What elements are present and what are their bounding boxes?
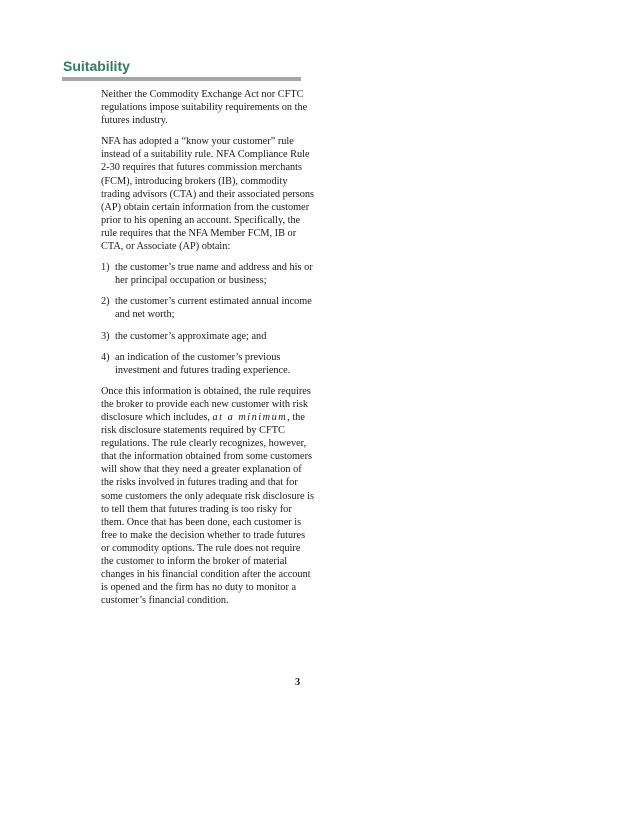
list-item-number: 3) (101, 330, 110, 342)
list-item-text: the customer’s current estimated annual income and net worth; (115, 296, 312, 321)
list-item-text: an indication of the customer’s previous investment and futures trading experience. (115, 351, 291, 376)
heading-underline (62, 77, 301, 81)
list-item-text: the customer’s approximate age; and (115, 330, 267, 342)
list-item-number: 4) (101, 351, 110, 363)
risk-disclosure-text-end: , the risk disclosure statements required by CFTC regulations. The rule clearly recognizes, however, that the information obtained from some customers will show that they need a greater explanation of the risks involved in futures trading and that for some customers the only adequate risk disclosure is to tell them that futures trading is too risky for them. Once that has been done, each customer is free to make the decision whether to trade futures or commodity options. The rule does not require the customer to inform the broker of material changes in his financial condition after the account is opened and the firm has no duty to monitor a customer’s financial condition. (101, 411, 315, 607)
list-item-number: 2) (101, 296, 110, 308)
section-heading: Suitability (63, 58, 130, 74)
list-item (101, 295, 315, 321)
list-item-number: 1) (101, 262, 110, 274)
required-information-list (101, 261, 315, 377)
list-item (101, 330, 315, 343)
risk-disclosure-text-start: Once this information is obtained, the rule requires the broker to provide each new customer with risk disclosure which includes, (101, 385, 311, 423)
body-text (101, 88, 315, 615)
list-item (101, 261, 315, 287)
list-item-text: the customer’s true name and address and his or her principal occupation or business; (115, 262, 313, 287)
page-number: 3 (295, 677, 301, 688)
paragraph-know-your-customer: NFA has adopted a “know your customer” rule instead of a suitability rule. NFA Compliance Rule 2-30 requires that futures commission merchants (FCM), introducing brokers (IB), commodity trading advisors (CTA) and their associated persons (AP) obtain certain information from the customer prior to his opening an account. Specifically, the rule requires that the NFA Member FCM, IB or CTA, or Associate (AP) obtain: (101, 136, 315, 253)
paragraph-cea: Neither the Commodity Exchange Act nor CFTC regulations impose suitability requirements on the futures industry. (101, 89, 308, 127)
list-item (101, 351, 315, 377)
paragraph-risk-disclosure (101, 385, 315, 608)
emphasis-at-a-minimum: at a minimum (212, 411, 288, 423)
